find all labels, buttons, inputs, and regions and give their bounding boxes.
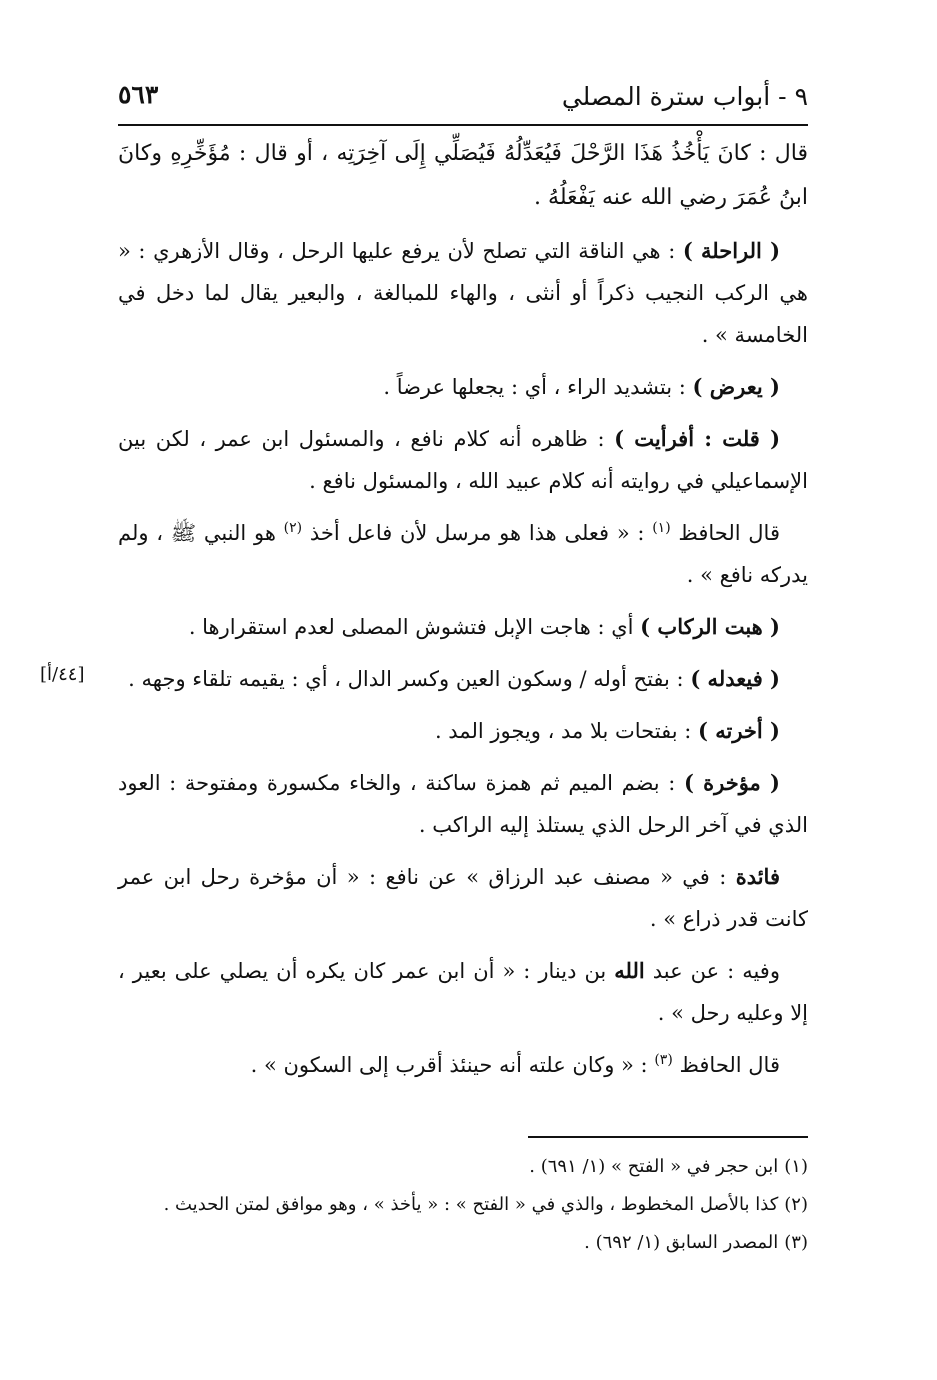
running-title: ٩ - أبواب سترة المصلي <box>561 82 808 111</box>
commentary-text: : بتشديد الراء ، أي : يجعلها عرضاً . <box>383 375 693 399</box>
commentary-habbat <box>118 606 808 648</box>
header-rule <box>118 124 808 126</box>
commentary-rahila <box>118 230 808 356</box>
footnote-1 <box>118 1150 808 1184</box>
hafiz-quote-1 <box>118 512 808 596</box>
footnote-text: كذا بالأصل المخطوط ، والذي في « الفتح » : « يأخذ » ، وهو موافق لمتن الحديث . <box>163 1194 779 1215</box>
commentary-text: أي : هاجت الإبل فتشوش المصلى لعدم استقرارها . <box>188 615 641 639</box>
commentary-muakhira <box>118 762 808 846</box>
footnote-2 <box>118 1188 808 1222</box>
footnote-number: (١) <box>784 1156 808 1177</box>
commentary-yarid <box>118 366 808 408</box>
commentary-text: : بضم الميم ثم همزة ساكنة ، والخاء مكسورة ومفتوحة : العود الذي في آخر الرحل الذي يستلذ إليه الراكب . <box>118 771 808 837</box>
term-qultu: ( قلت : أفرأيت ) <box>614 426 781 451</box>
page-header <box>118 78 808 118</box>
commentary-text: : بفتحات بلا مد ، ويجوز المد . <box>434 719 698 743</box>
quote-text: هو النبي ﷺ ، ولم يدركه نافع » . <box>118 521 808 587</box>
footnotes <box>118 1150 808 1264</box>
term-yuadiluhu: ( فيعدله ) <box>690 666 780 691</box>
quote-text: قال الحافظ <box>672 1053 780 1077</box>
margin-folio-reference: [٤٤/أ] <box>40 664 85 685</box>
footnote-number: (٢) <box>784 1194 808 1215</box>
footnote-marker-1: (١) <box>652 520 671 536</box>
term-habbat: ( هبت الركاب ) <box>640 614 780 639</box>
commentary-akhiratihi <box>118 710 808 752</box>
term-faida: فائدة <box>735 864 780 889</box>
commentary-qultu <box>118 418 808 502</box>
commentary-text: : بفتح أوله / وسكون العين وكسر الدال ، أي : يقيمه تلقاء وجهه . <box>128 667 691 691</box>
additional-narration <box>118 950 808 1034</box>
main-text <box>118 132 808 1096</box>
footnote-marker-3: (٣) <box>654 1052 673 1068</box>
footnote-rule <box>528 1136 808 1138</box>
term-muakhira: ( مؤخرة ) <box>683 770 780 795</box>
quote-text: : « وكان علته أنه حينئذ أقرب إلى السكون » . <box>250 1053 655 1077</box>
commentary-text: : في « مصنف عبد الرزاق » عن نافع : « أن مؤخرة رحل ابن عمر كانت قدر ذراع » . <box>118 865 808 931</box>
narration-text: بن دينار : « أن ابن عمر كان يكره أن يصلي على بعير ، إلا وعليه رحل » . <box>118 959 808 1025</box>
footnote-text: ابن حجر في « الفتح » (١/ ٦٩١) . <box>529 1156 779 1177</box>
narration-text: وفيه : عن عبد <box>644 959 780 983</box>
quote-text: قال الحافظ <box>670 521 780 545</box>
commentary-yuadiluhu <box>118 658 808 700</box>
commentary-text: : ظاهره أنه كلام نافع ، والمسئول ابن عمر ، لكن بين الإسماعيلي في روايته أنه كلام عبيد الله ، والمسئول نافع . <box>118 427 808 493</box>
footnote-marker-2: (٢) <box>283 520 303 536</box>
quote-text: : « فعلى هذا هو مرسل لأن فاعل أخذ <box>302 521 653 545</box>
footnote-text: المصدر السابق (١/ ٦٩٢) . <box>584 1232 779 1253</box>
hadith-text: قال : كانَ يَأْخُذُ هَذَا الرَّحْلَ فَيُعَدِّلُهُ فَيُصَلِّي إِلَى آخِرَتِه ، أو قال : مُؤَخِّرِهِ وكانَ ابنُ عُمَرَ رضي الله عنه يَفْعَلُهُ . <box>118 141 808 210</box>
benefit-note <box>118 856 808 940</box>
divine-name: الله <box>614 958 645 983</box>
page-number: ٥٦٣ <box>118 80 159 109</box>
commentary-text: : هي الناقة التي تصلح لأن يرفع عليها الرحل ، وقال الأزهري : « هي الركب النجيب ذكراً أو أنثى ، والهاء للمبالغة ، والبعير يقال لما دخل في الخامسة » . <box>118 239 808 347</box>
term-yarid: ( يعرض ) <box>692 374 780 399</box>
footnote-number: (٣) <box>784 1232 808 1253</box>
hafiz-quote-2 <box>118 1044 808 1086</box>
footnote-3 <box>118 1226 808 1260</box>
term-rahila: ( الراحلة ) <box>682 238 781 263</box>
term-akhiratihi: ( أخرته ) <box>697 718 780 743</box>
